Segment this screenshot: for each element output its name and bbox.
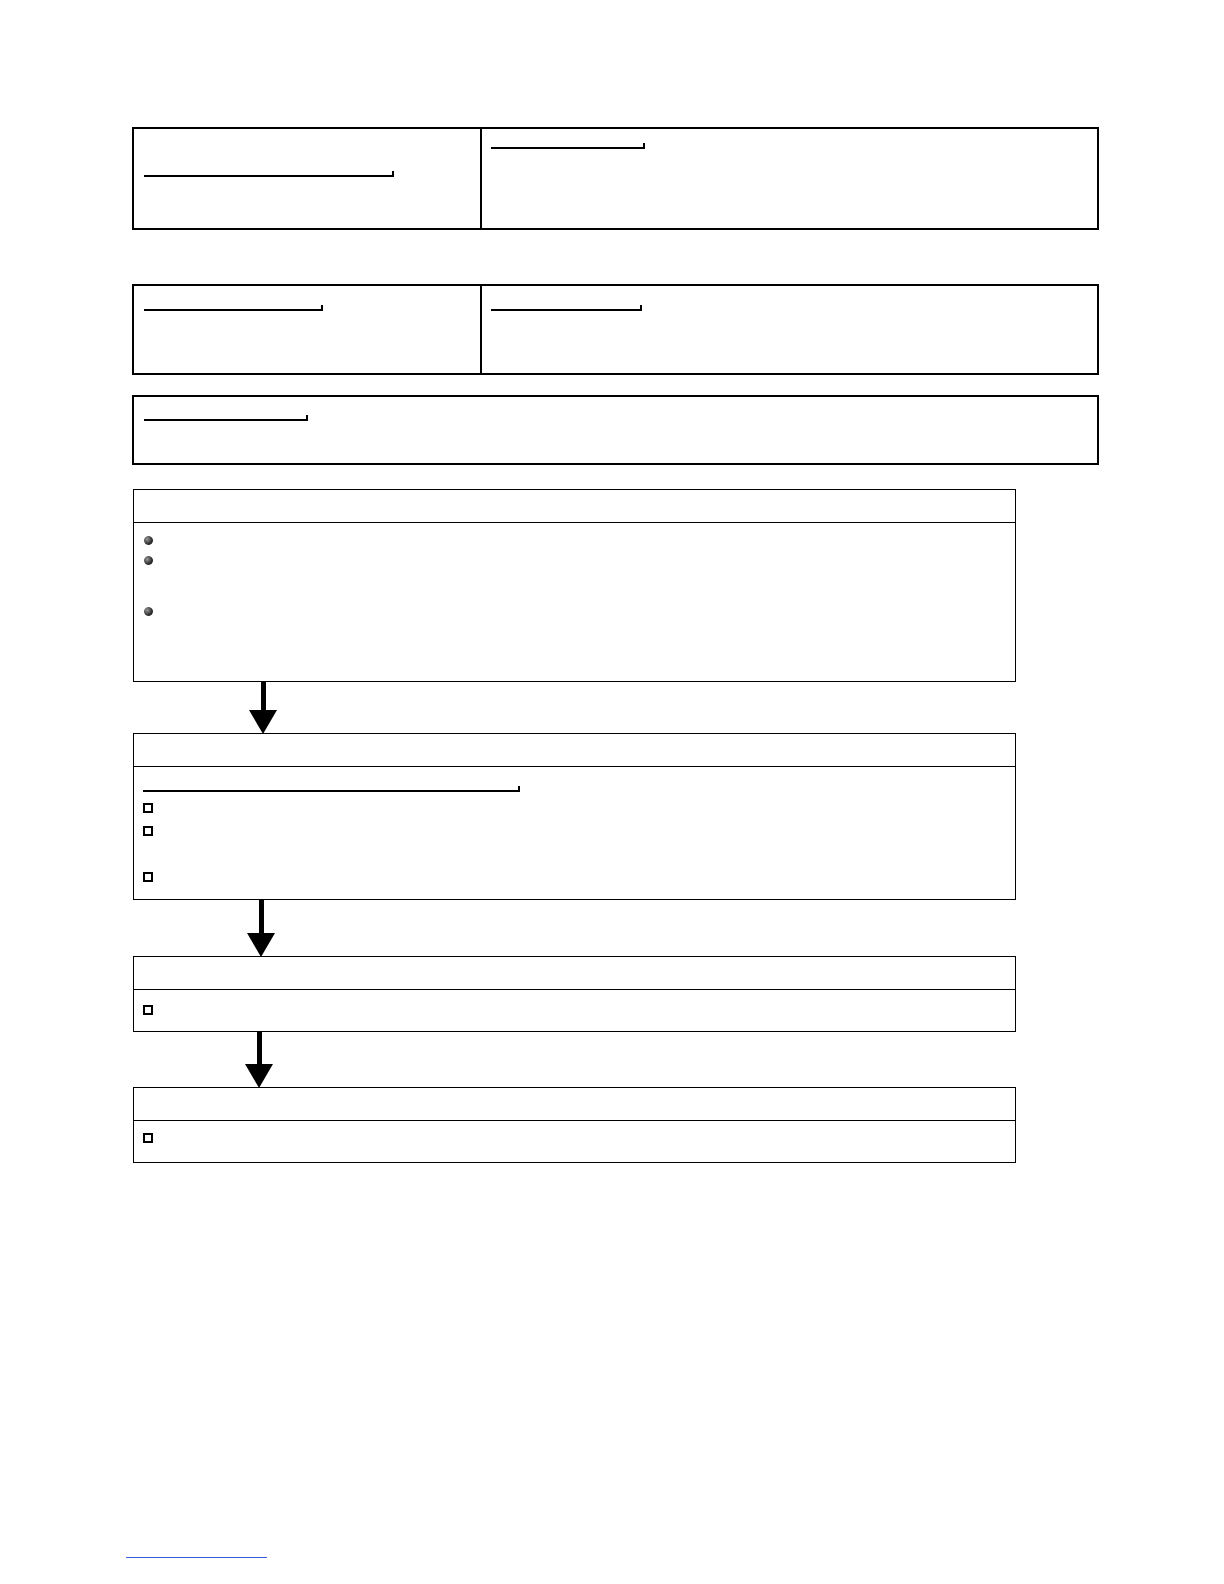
checkbox-icon[interactable] bbox=[143, 1005, 153, 1015]
form-row-1 bbox=[132, 127, 1099, 230]
bullet-icon bbox=[144, 536, 153, 545]
checkbox-icon[interactable] bbox=[143, 803, 153, 813]
form-row-2-right-cell bbox=[482, 286, 1097, 373]
flow-step-4 bbox=[133, 1087, 1016, 1163]
flow-arrow-down-icon bbox=[247, 900, 277, 957]
flow-step-3-heading bbox=[134, 957, 1015, 990]
form-row-2-left-blank[interactable] bbox=[144, 309, 321, 311]
flow-arrow-down-icon bbox=[245, 1032, 275, 1088]
form-row-3 bbox=[132, 395, 1099, 465]
form-row-2-left-cell bbox=[134, 286, 481, 373]
flow-step-1-heading bbox=[134, 490, 1015, 523]
flow-step-2-heading bbox=[134, 734, 1015, 767]
flow-step-2 bbox=[133, 733, 1016, 900]
bullet-icon bbox=[144, 556, 153, 565]
flow-arrow-down-icon bbox=[249, 682, 279, 734]
flow-step-1 bbox=[133, 489, 1016, 682]
form-row-1-left-blank[interactable] bbox=[144, 175, 392, 177]
flow-step-2-subheading-blank[interactable] bbox=[143, 790, 518, 792]
checkbox-icon[interactable] bbox=[143, 872, 153, 882]
form-row-1-right-cell bbox=[482, 129, 1097, 228]
form-row-1-left-cell bbox=[134, 129, 481, 228]
bullet-icon bbox=[144, 607, 153, 616]
form-row-3-blank[interactable] bbox=[144, 419, 306, 421]
form-row-1-right-blank[interactable] bbox=[491, 147, 643, 149]
flow-step-4-heading bbox=[134, 1088, 1015, 1121]
checkbox-icon[interactable] bbox=[143, 826, 153, 836]
checkbox-icon[interactable] bbox=[143, 1133, 153, 1143]
flow-step-3 bbox=[133, 956, 1016, 1032]
footnote-separator bbox=[126, 1557, 267, 1558]
form-row-2 bbox=[132, 284, 1099, 375]
form-row-2-right-blank[interactable] bbox=[491, 309, 640, 311]
